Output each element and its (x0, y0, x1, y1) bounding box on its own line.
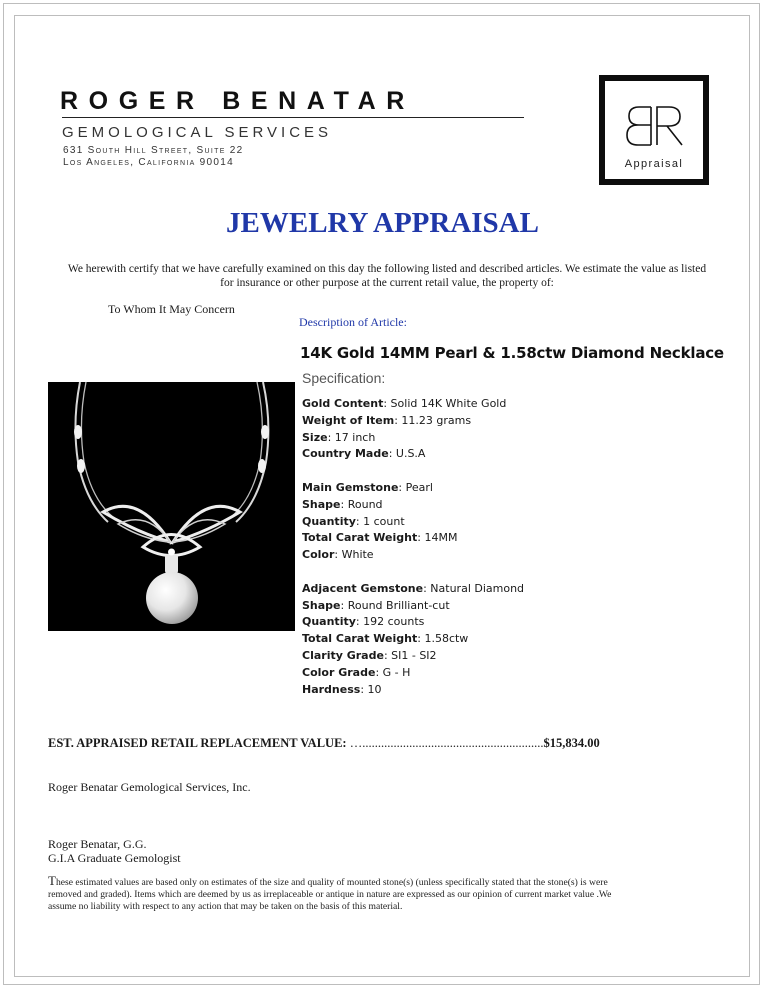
appraised-value-line (48, 736, 638, 751)
spec-adjacent-carat-weight: Total Carat Weight: 1.58ctw (302, 632, 469, 646)
necklace-image (48, 382, 295, 631)
necklace-photo (48, 382, 295, 631)
item-title: 14K Gold 14MM Pearl & 1.58ctw Diamond Necklace (300, 344, 724, 362)
spec-color-grade: Color Grade: G - H (302, 665, 411, 679)
spec-value: 1 count (363, 514, 405, 528)
spec-adjacent-quantity: Quantity: 192 counts (302, 615, 425, 629)
description-label: Description of Article: (299, 315, 407, 329)
spec-label: Country Made (302, 447, 389, 461)
spec-label: Weight of Item (302, 413, 395, 427)
certification-text: We herewith certify that we have carefully examined on this day the following listed and described articles. We estimate the value as listed for insurance or other purpose at the current retail value, the property of: (67, 263, 707, 289)
spec-country: Country Made: U.S.A (302, 447, 426, 461)
specifications-list (302, 396, 524, 698)
appraisal-logo (599, 75, 709, 185)
specification-label: Specification: (302, 370, 386, 386)
address-line-1: 631 South Hill Street, Suite 22 (63, 145, 244, 156)
spec-label: Quantity (302, 514, 356, 528)
leader-dots: ….......................................................... (349, 736, 544, 750)
spec-weight: Weight of Item: 11.23 grams (302, 413, 472, 427)
spec-value: Solid 14K White Gold (390, 397, 507, 410)
spec-main-quantity: Quantity: 1 count (302, 514, 405, 528)
spec-label: Quantity (302, 615, 356, 629)
company-name: ROGER BENATAR (60, 87, 415, 115)
spec-clarity-grade: Clarity Grade: SI1 - SI2 (302, 648, 437, 662)
address-line-2: Los Angeles, California 90014 (63, 157, 234, 168)
spec-label: Clarity Grade (302, 648, 384, 662)
spec-value: SI1 - SI2 (391, 648, 437, 662)
spec-value: 17 inch (334, 430, 376, 444)
spec-adjacent-gemstone: Adjacent Gemstone: Natural Diamond (302, 581, 525, 595)
br-monogram-icon (625, 101, 685, 151)
spec-main-shape: Shape: Round (302, 497, 383, 511)
spec-label: Color (302, 548, 335, 562)
spec-adjacent-shape: Shape: Round Brilliant-cut (302, 598, 450, 612)
spec-value: 14MM (424, 531, 458, 545)
spec-value: 1.58ctw (424, 632, 469, 646)
spec-hardness: Hardness: 10 (302, 682, 382, 696)
spec-label: Shape (302, 598, 341, 612)
spec-value: White (341, 548, 374, 562)
spec-value: G - H (382, 665, 411, 679)
recipient: To Whom It May Concern (108, 302, 235, 316)
appraised-value-label: EST. APPRAISED RETAIL REPLACEMENT VALUE: (48, 736, 347, 750)
document-title: JEWELRY APPRAISAL (226, 207, 539, 239)
signatory-title: G.I.A Graduate Gemologist (48, 851, 181, 865)
company-subtitle: GEMOLOGICAL SERVICES (62, 124, 333, 141)
spec-label: Main Gemstone (302, 480, 399, 494)
letterhead-rule (62, 117, 524, 118)
logo-caption: Appraisal (624, 158, 684, 170)
spec-main-gemstone: Main Gemstone: Pearl (302, 480, 433, 494)
spec-value: Round (347, 497, 383, 511)
spec-label: Hardness (302, 682, 361, 696)
spec-label: Gold Content (302, 397, 384, 410)
spec-label: Shape (302, 497, 341, 511)
spec-label: Total Carat Weight (302, 632, 418, 646)
disclaimer-text: hese estimated values are based only on estimates of the size and quality of mounted stone(s) (unless specifically stated that the stone(s) is were removed and graded). Items which are deemed by us as irreplaceable or antique in nature are expressed as our opinion of current market value .We assume no liability with respect to any action that may be taken on the basis of this material. (48, 877, 612, 912)
company-footer: Roger Benatar Gemological Services, Inc. (48, 780, 251, 794)
spec-value: 11.23 grams (401, 413, 472, 427)
disclaimer-initial: T (48, 873, 56, 888)
spec-value: U.S.A (395, 447, 426, 461)
spec-value: 10 (367, 682, 382, 696)
spec-gold-content: Gold Content: Solid 14K White Gold (302, 397, 507, 410)
spec-value: Natural Diamond (430, 581, 525, 595)
spec-main-color: Color: White (302, 548, 374, 562)
spec-label: Total Carat Weight (302, 531, 418, 545)
spec-value: Round Brilliant-cut (347, 598, 450, 612)
spec-size: Size: 17 inch (302, 430, 376, 444)
spec-label: Adjacent Gemstone (302, 581, 424, 595)
spec-label: Color Grade (302, 665, 376, 679)
spec-main-carat-weight: Total Carat Weight: 14MM (302, 531, 458, 545)
disclaimer (48, 875, 620, 913)
signatory-name: Roger Benatar, G.G. (48, 837, 147, 851)
spec-label: Size (302, 430, 328, 444)
appraised-value-amount: $15,834.00 (543, 736, 600, 750)
spec-value: 192 counts (363, 615, 425, 629)
spec-value: Pearl (405, 480, 433, 494)
